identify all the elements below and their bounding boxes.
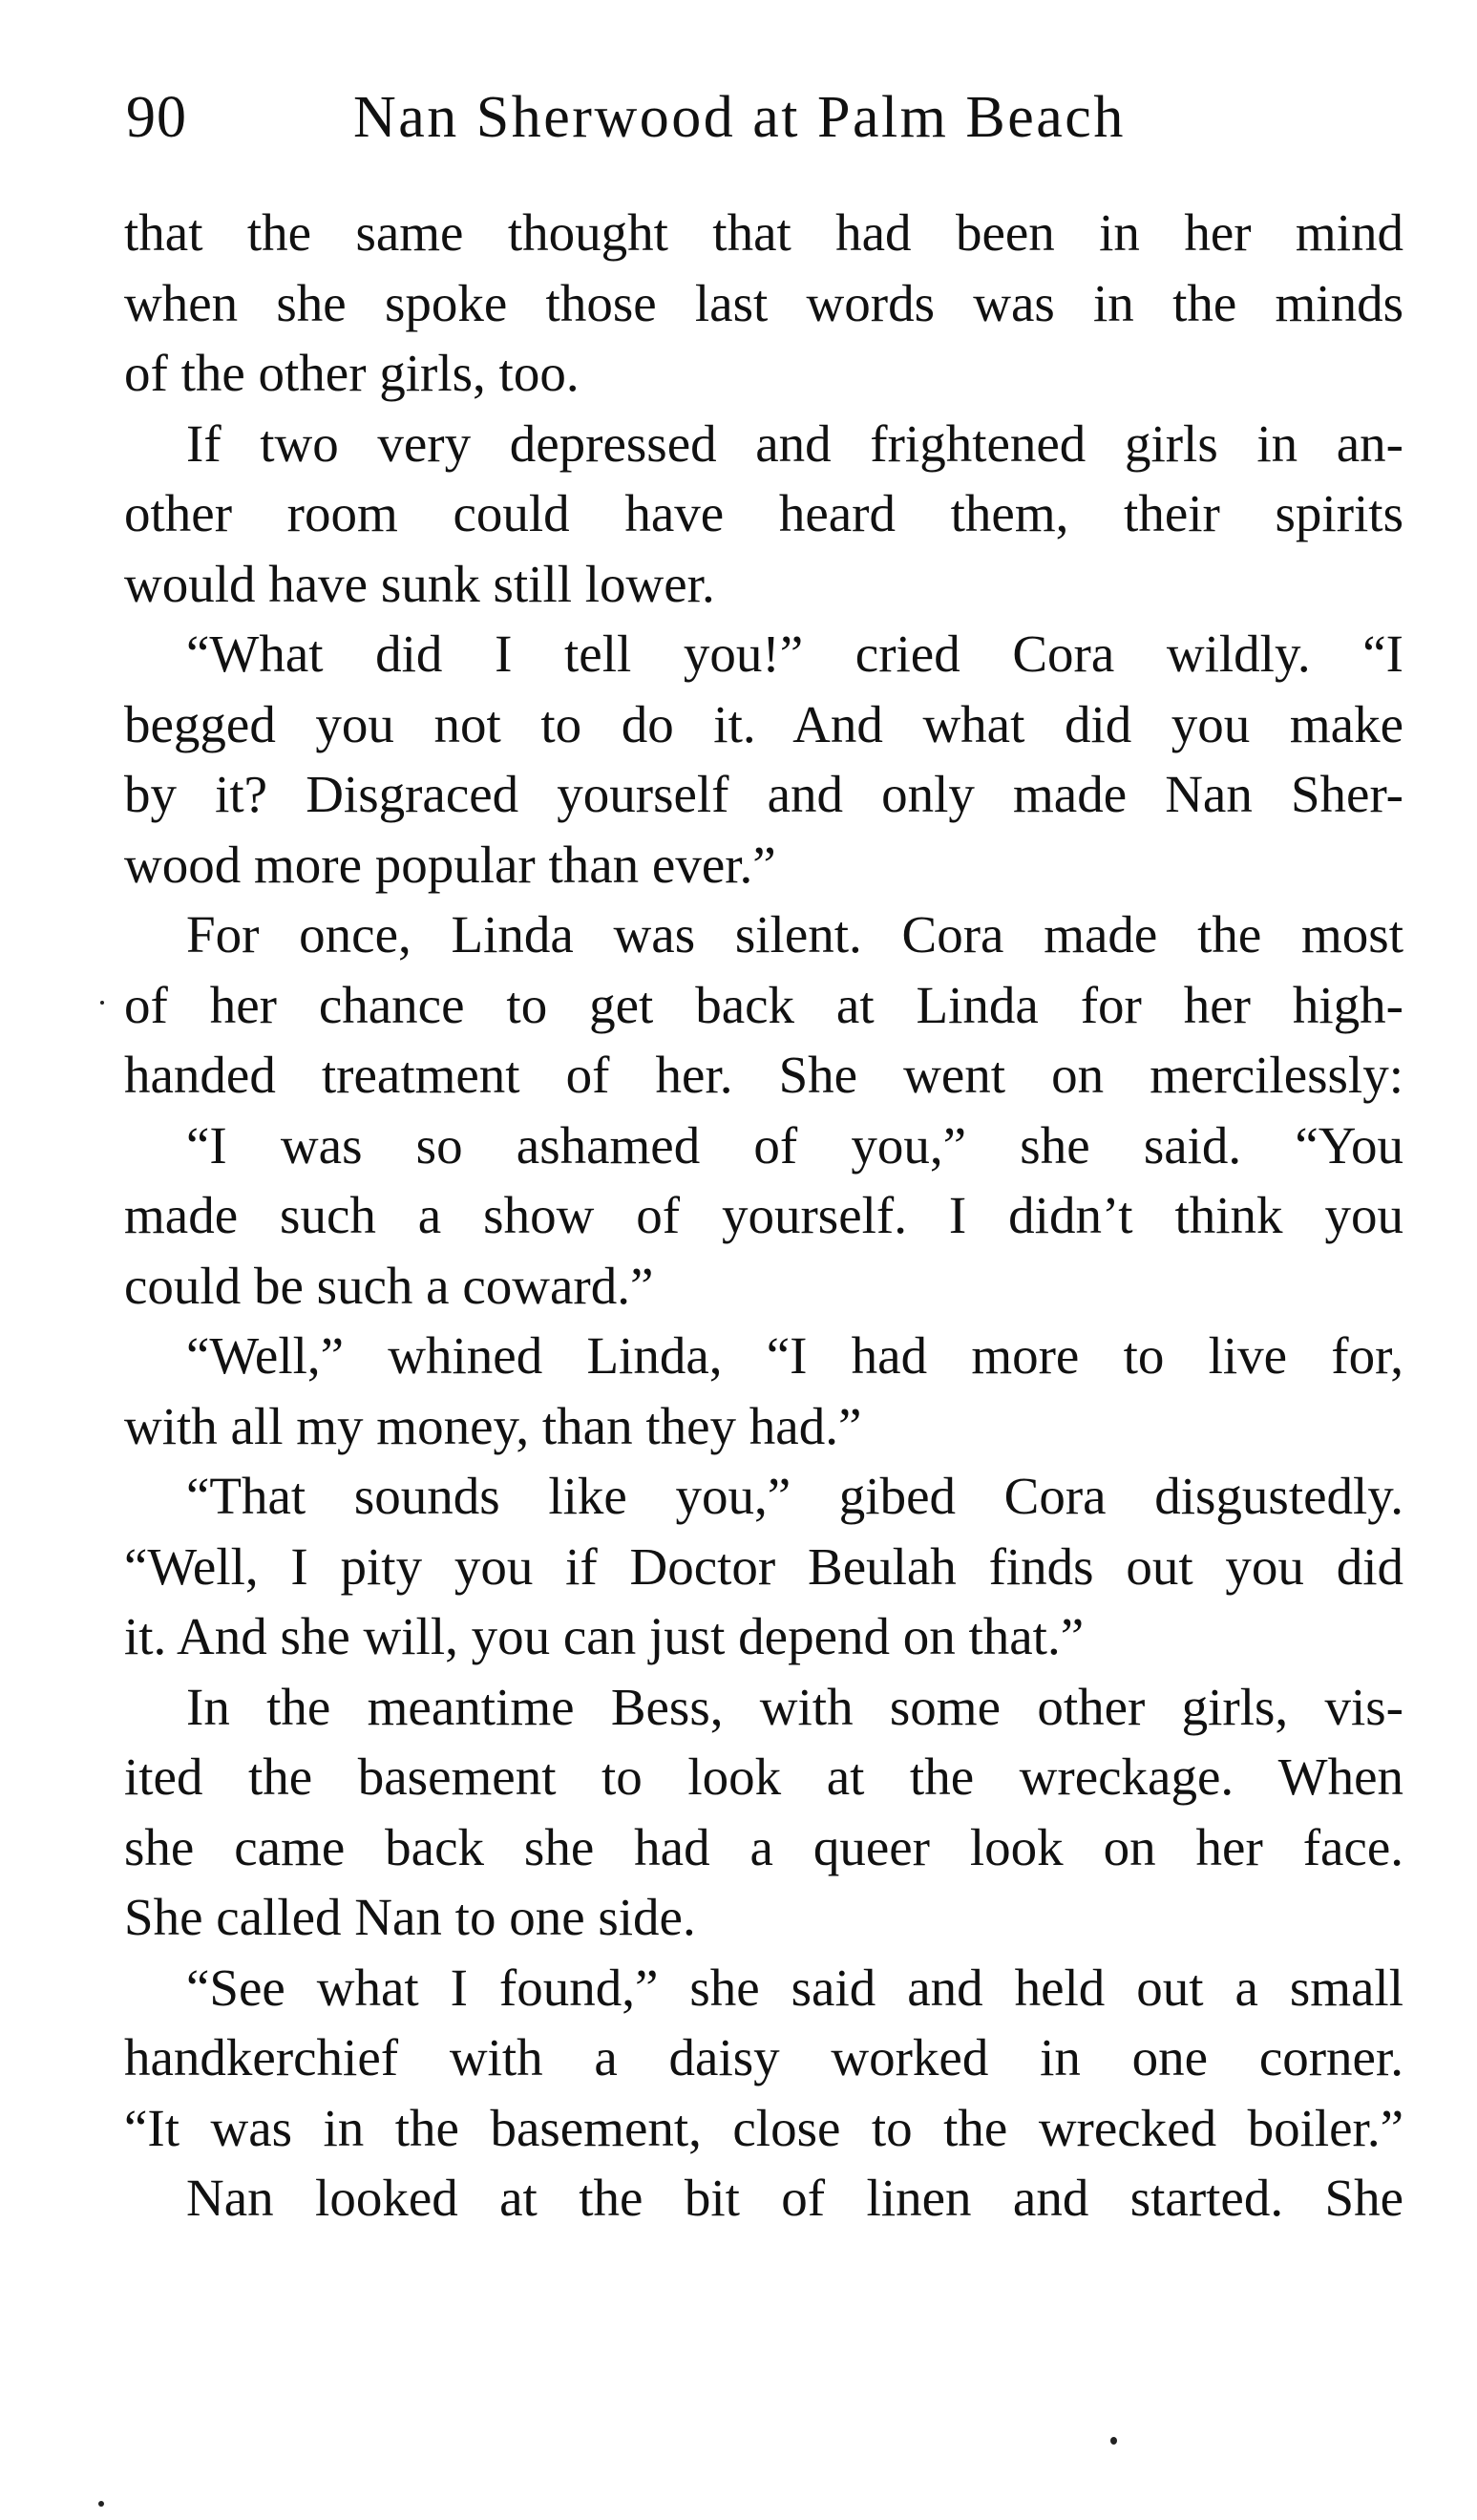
text-line: she came back she had a queer look on her face.	[124, 1817, 1403, 1876]
text-line: begged you not to do it. And what did you make	[124, 694, 1403, 753]
text-line: Nan looked at the bit of linen and started. She	[186, 2169, 1403, 2227]
text-line: wood more popular than ever.”	[124, 835, 776, 894]
text-line: In the meantime Bess, with some other girls, vis-	[186, 1677, 1403, 1736]
text-line: handkerchief with a daisy worked in one corner.	[124, 2028, 1403, 2086]
running-title: Nan Sherwood at Palm Beach	[353, 85, 1126, 150]
text-line: “I was so ashamed of you,” she said. “You	[186, 1115, 1403, 1175]
text-line: could be such a coward.”	[124, 1256, 654, 1315]
text-line: by it? Disgraced yourself and only made Nan Sher-	[124, 765, 1403, 823]
text-line: handed treatment of her. She went on mercilessly:	[124, 1046, 1403, 1104]
text-line: For once, Linda was silent. Cora made the most	[186, 905, 1403, 964]
text-line: “That sounds like you,” gibed Cora disgustedly.	[186, 1467, 1403, 1525]
text-line: “Well,” whined Linda, “I had more to live for,	[186, 1326, 1403, 1385]
text-line: of the other girls, too.	[124, 344, 580, 402]
text-line: with all my money, than they had.”	[124, 1396, 862, 1455]
text-line: it. And she will, you can just depend on that.”	[124, 1607, 1085, 1665]
text-line: She called Nan to one side.	[124, 1888, 696, 1946]
print-speck	[98, 2501, 104, 2507]
text-line: “It was in the basement, close to the wrecked boiler.”	[124, 2098, 1403, 2157]
print-speck	[1110, 2437, 1117, 2445]
text-line: If two very depressed and frightened girls in an-	[186, 413, 1403, 473]
page-number: 90	[126, 85, 187, 150]
print-speck	[100, 1001, 104, 1005]
text-line: “What did I tell you!” cried Cora wildly. “I	[186, 625, 1403, 683]
text-line: ited the basement to look at the wreckage. When	[124, 1747, 1403, 1806]
text-line: “Well, I pity you if Doctor Beulah finds out you did	[124, 1536, 1403, 1596]
text-line: other room could have heard them, their spirits	[124, 484, 1403, 542]
body-text	[124, 198, 1403, 2234]
text-line: would have sunk still lower.	[124, 554, 715, 613]
text-line: when she spoke those last words was in the minds	[124, 273, 1403, 332]
text-line: made such a show of yourself. I didn’t think you	[124, 1186, 1403, 1244]
text-line: of her chance to get back at Linda for her high-	[124, 975, 1403, 1034]
text-line: “See what I found,” she said and held out a small	[186, 1958, 1403, 2017]
running-head	[126, 74, 1186, 160]
text-line: that the same thought that had been in her mind	[124, 203, 1403, 262]
